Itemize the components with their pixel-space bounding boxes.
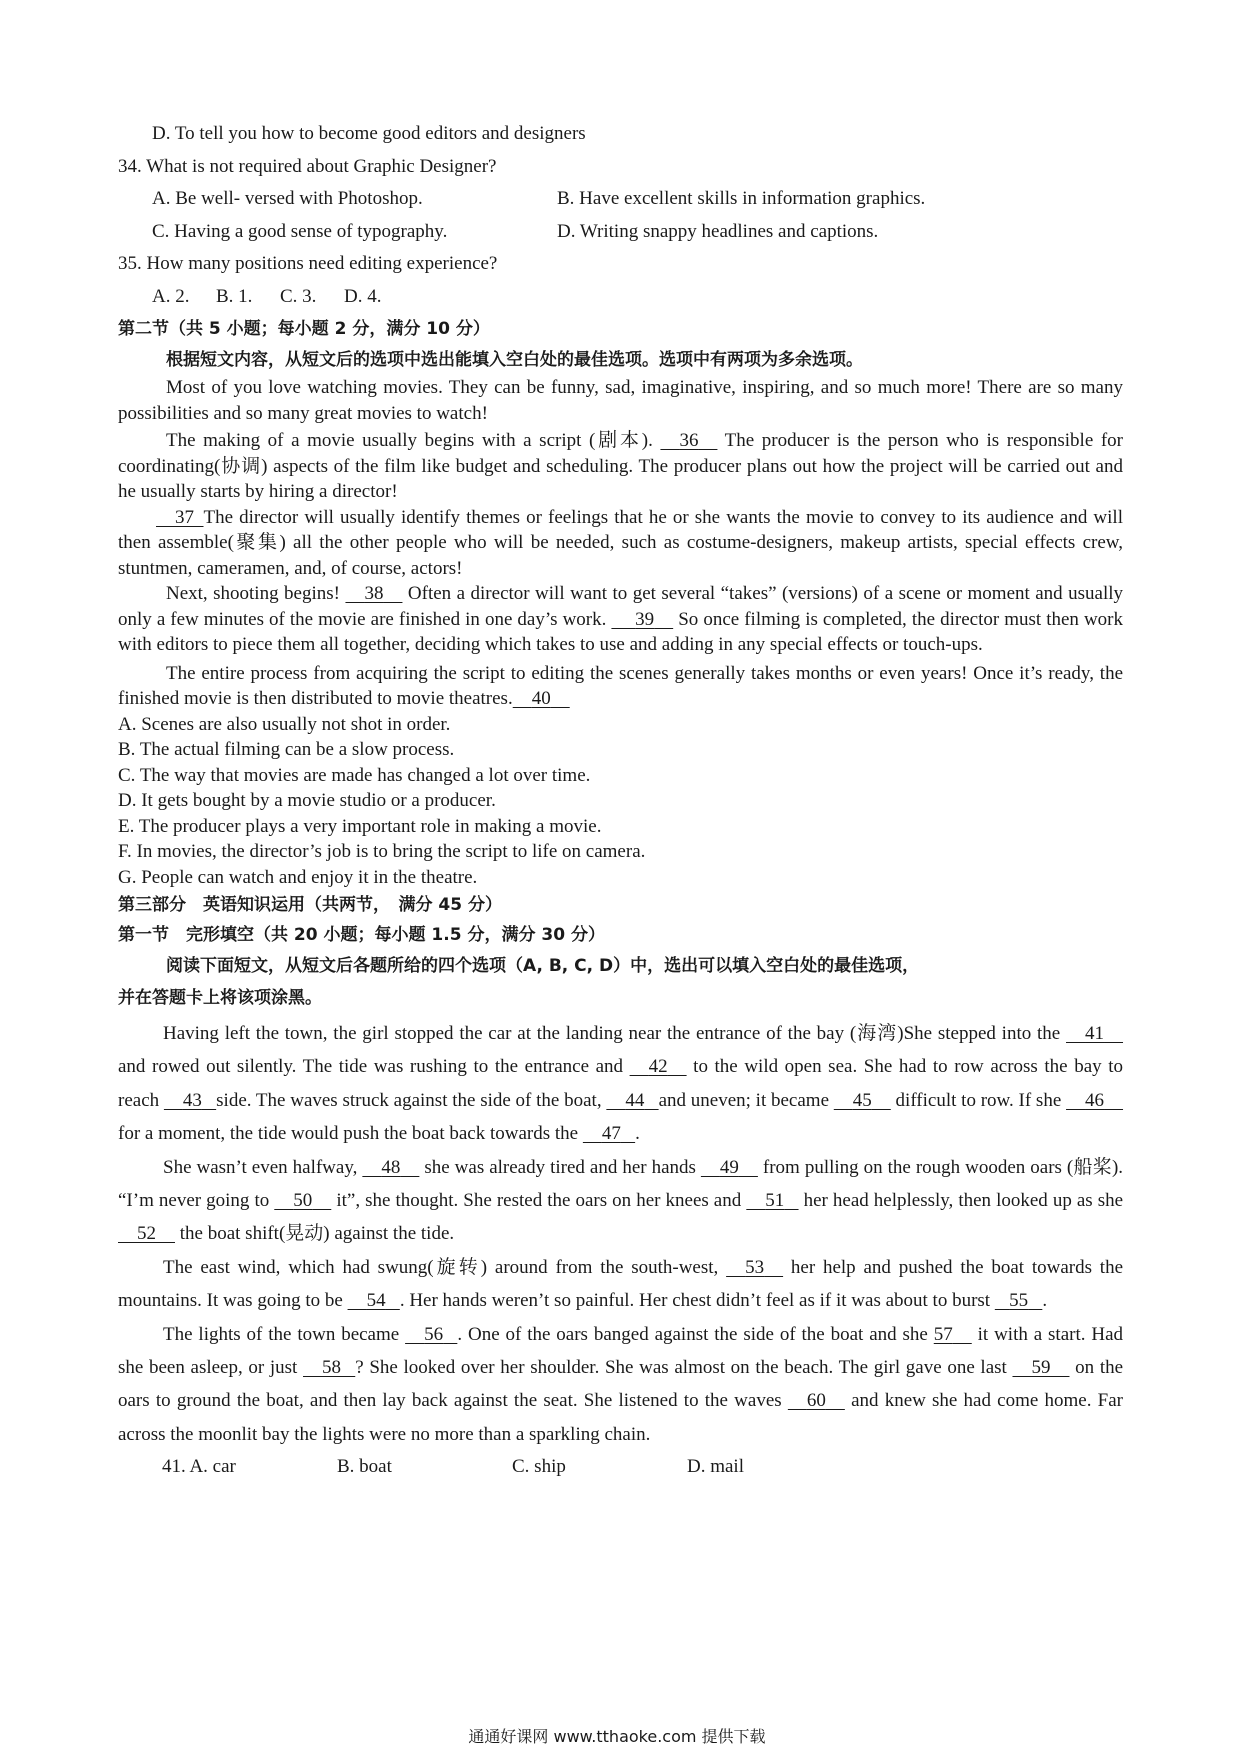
blank-56[interactable]: 56	[424, 1323, 444, 1345]
blank-41[interactable]: 41	[1085, 1023, 1105, 1044]
option-f: F. In movies, the director’s job is to bring the script to life on camera.	[118, 841, 646, 862]
blank-37[interactable]: 37	[175, 506, 194, 528]
q34-option-d: D. Writing snappy headlines and captions.	[557, 220, 879, 242]
blank-49[interactable]: 49	[719, 1156, 739, 1178]
blank-59[interactable]: 59	[1031, 1357, 1051, 1379]
cloze-paragraph-3: The east wind, which had swung(旋转) around from the south-west, 53 her help and pushed the boat towards the mountains. It was going to be 54 . Her hands weren’t so painful. Her chest didn’t feel as if it was about to burst 55 .	[118, 1251, 1123, 1318]
q41-option-b[interactable]: B. boat	[337, 1456, 392, 1478]
section2-instruction: 根据短文内容，从短文后的选项中选出能填入空白处的最佳选项。选项中有两项为多余选项。	[166, 350, 863, 370]
q35-option-c: C. 3.	[280, 285, 317, 307]
option-b: B. The actual filming can be a slow process.	[118, 739, 455, 760]
q41-option-c[interactable]: C. ship	[512, 1456, 566, 1478]
section2-title: 第二节（共 5 小题；每小题 2 分，满分 10 分）	[118, 319, 490, 339]
cloze-instruction-line1: 阅读下面短文，从短文后各题所给的四个选项（A, B, C, D）中，选出可以填入空白处的最佳选项，	[166, 956, 920, 976]
blank-47[interactable]: 47	[601, 1123, 621, 1145]
blank-39[interactable]: 39	[635, 608, 655, 630]
cloze-paragraph-4: The lights of the town became 56 . One of the oars banged against the side of the boat and she 57 it with a start. Had she been asleep, or just 58 ? She looked over her shoulder. She was almost on the beach. The girl gave one last 59 on the oars to ground the boat, and then lay back against the seat. She listened to the waves 60 and knew she had come home. Far across the moonlit bay the lights were no more than a sparkling chain.	[118, 1318, 1123, 1452]
blank-55[interactable]: 55	[1009, 1290, 1029, 1312]
part3-title: 第三部分 英语知识运用（共两节， 满分 45 分）	[118, 895, 502, 915]
blank-40[interactable]: 40	[531, 688, 551, 709]
blank-43[interactable]: 43	[182, 1089, 202, 1111]
q33-option-d: D. To tell you how to become good editors and designers	[152, 123, 586, 144]
q41-option-d[interactable]: D. mail	[687, 1456, 744, 1478]
blank-38[interactable]: 38	[364, 583, 384, 604]
blank-58[interactable]: 58	[322, 1357, 341, 1379]
q35-options	[118, 281, 1123, 314]
q35-option-a: A. 2.	[152, 285, 190, 307]
blank-54[interactable]: 54	[366, 1290, 386, 1312]
passage-paragraph: 37 The director will usually identify themes or feelings that he or she wants the movie to convey to its audience and will then assemble(聚集) all the other people who will be needed, such as costume-designers, makeup artists, special effects crew, stuntmen, cameramen, and, of course, actors!	[118, 506, 1123, 579]
q34-option-a: A. Be well- versed with Photoshop.	[152, 188, 423, 209]
blank-36[interactable]: 36	[679, 430, 699, 451]
blank-45[interactable]: 45	[852, 1089, 872, 1111]
blank-51[interactable]: 51	[765, 1190, 785, 1212]
passage-paragraph: Most of you love watching movies. They can be funny, sad, imaginative, inspiring, and so much more! There are so many possibilities and so many great movies to watch!	[118, 377, 1123, 424]
q41-options	[118, 1451, 1123, 1483]
option-d: D. It gets bought by a movie studio or a producer.	[118, 790, 496, 811]
q35-option-b: B. 1.	[216, 285, 253, 307]
q34-stem: 34. What is not required about Graphic Designer?	[118, 155, 497, 177]
cloze-instruction-line2: 并在答题卡上将该项涂黑。	[118, 988, 322, 1008]
blank-53[interactable]: 53	[745, 1256, 765, 1278]
cloze-paragraph-1: Having left the town, the girl stopped the car at the landing near the entrance of the bay (海湾)She stepped into the 41 and rowed out silently. The tide was rushing to the entrance and 42 to the wild open sea. She had to row across the bay to reach 43 side. The waves struck against the side of the boat, 44 and uneven; it became 45 difficult to row. If she 46 for a moment, the tide would push the boat back towards the 47 .	[118, 1017, 1123, 1151]
q34-option-b: B. Have excellent skills in information graphics.	[557, 188, 926, 209]
cloze-paragraph-2: She wasn’t even halfway, 48 she was already tired and her hands 49 from pulling on the rough wooden oars (船桨). “I’m never going to 50 it”, she thought. She rested the oars on her knees and 51 her head helplessly, then looked up as she 52 the boat shift(晃动) against the tide.	[118, 1151, 1123, 1251]
option-g: G. People can watch and enjoy it in the theatre.	[118, 866, 478, 888]
passage-paragraph: The making of a movie usually begins with a script (剧本). 36 The producer is the person who is responsible for coordinating(协调) aspects of the film like budget and scheduling. The producer plans out how the project will be carried out and he usually starts by hiring a director!	[118, 430, 1123, 502]
q34-options-row2	[118, 216, 1123, 249]
blank-46[interactable]: 46	[1085, 1089, 1105, 1111]
q34-options-row1	[118, 183, 1123, 216]
cloze-section-title: 第一节 完形填空（共 20 小题；每小题 1.5 分，满分 30 分）	[118, 925, 605, 945]
blank-44[interactable]: 44	[625, 1089, 645, 1111]
q34-option-c: C. Having a good sense of typography.	[152, 220, 448, 242]
option-e: E. The producer plays a very important role in making a movie.	[118, 815, 602, 837]
exam-page	[118, 118, 1123, 1483]
footer-download-note: 通通好课网 www.tthaoke.com 提供下载	[468, 1727, 766, 1746]
blank-60[interactable]: 60	[806, 1390, 826, 1412]
blank-57[interactable]: 57	[933, 1323, 953, 1345]
blank-42[interactable]: 42	[648, 1056, 668, 1078]
blank-50[interactable]: 50	[293, 1190, 313, 1212]
passage-paragraph: Next, shooting begins! 38 Often a director will want to get several “takes” (versions) of a scene or moment and usually only a few minutes of the movie are finished in one day’s work. 39 So once filming is completed, the director must then work with editors to piece them all together, deciding which takes to use and adding in any special effects or touch-ups.	[118, 583, 1124, 655]
q41-option-a[interactable]: 41. A. car	[162, 1456, 236, 1478]
option-a: A. Scenes are also usually not shot in order.	[118, 713, 451, 735]
option-c: C. The way that movies are made has changed a lot over time.	[118, 764, 591, 786]
q35-stem: 35. How many positions need editing experience?	[118, 253, 498, 274]
blank-48[interactable]: 48	[381, 1156, 401, 1178]
q35-option-d: D. 4.	[344, 285, 382, 307]
blank-52[interactable]: 52	[137, 1223, 156, 1245]
passage-paragraph: The entire process from acquiring the script to editing the scenes generally takes months or even years! Once it’s ready, the finished movie is then distributed to movie theatres. 40	[118, 661, 1123, 712]
section2-options	[118, 712, 1123, 891]
